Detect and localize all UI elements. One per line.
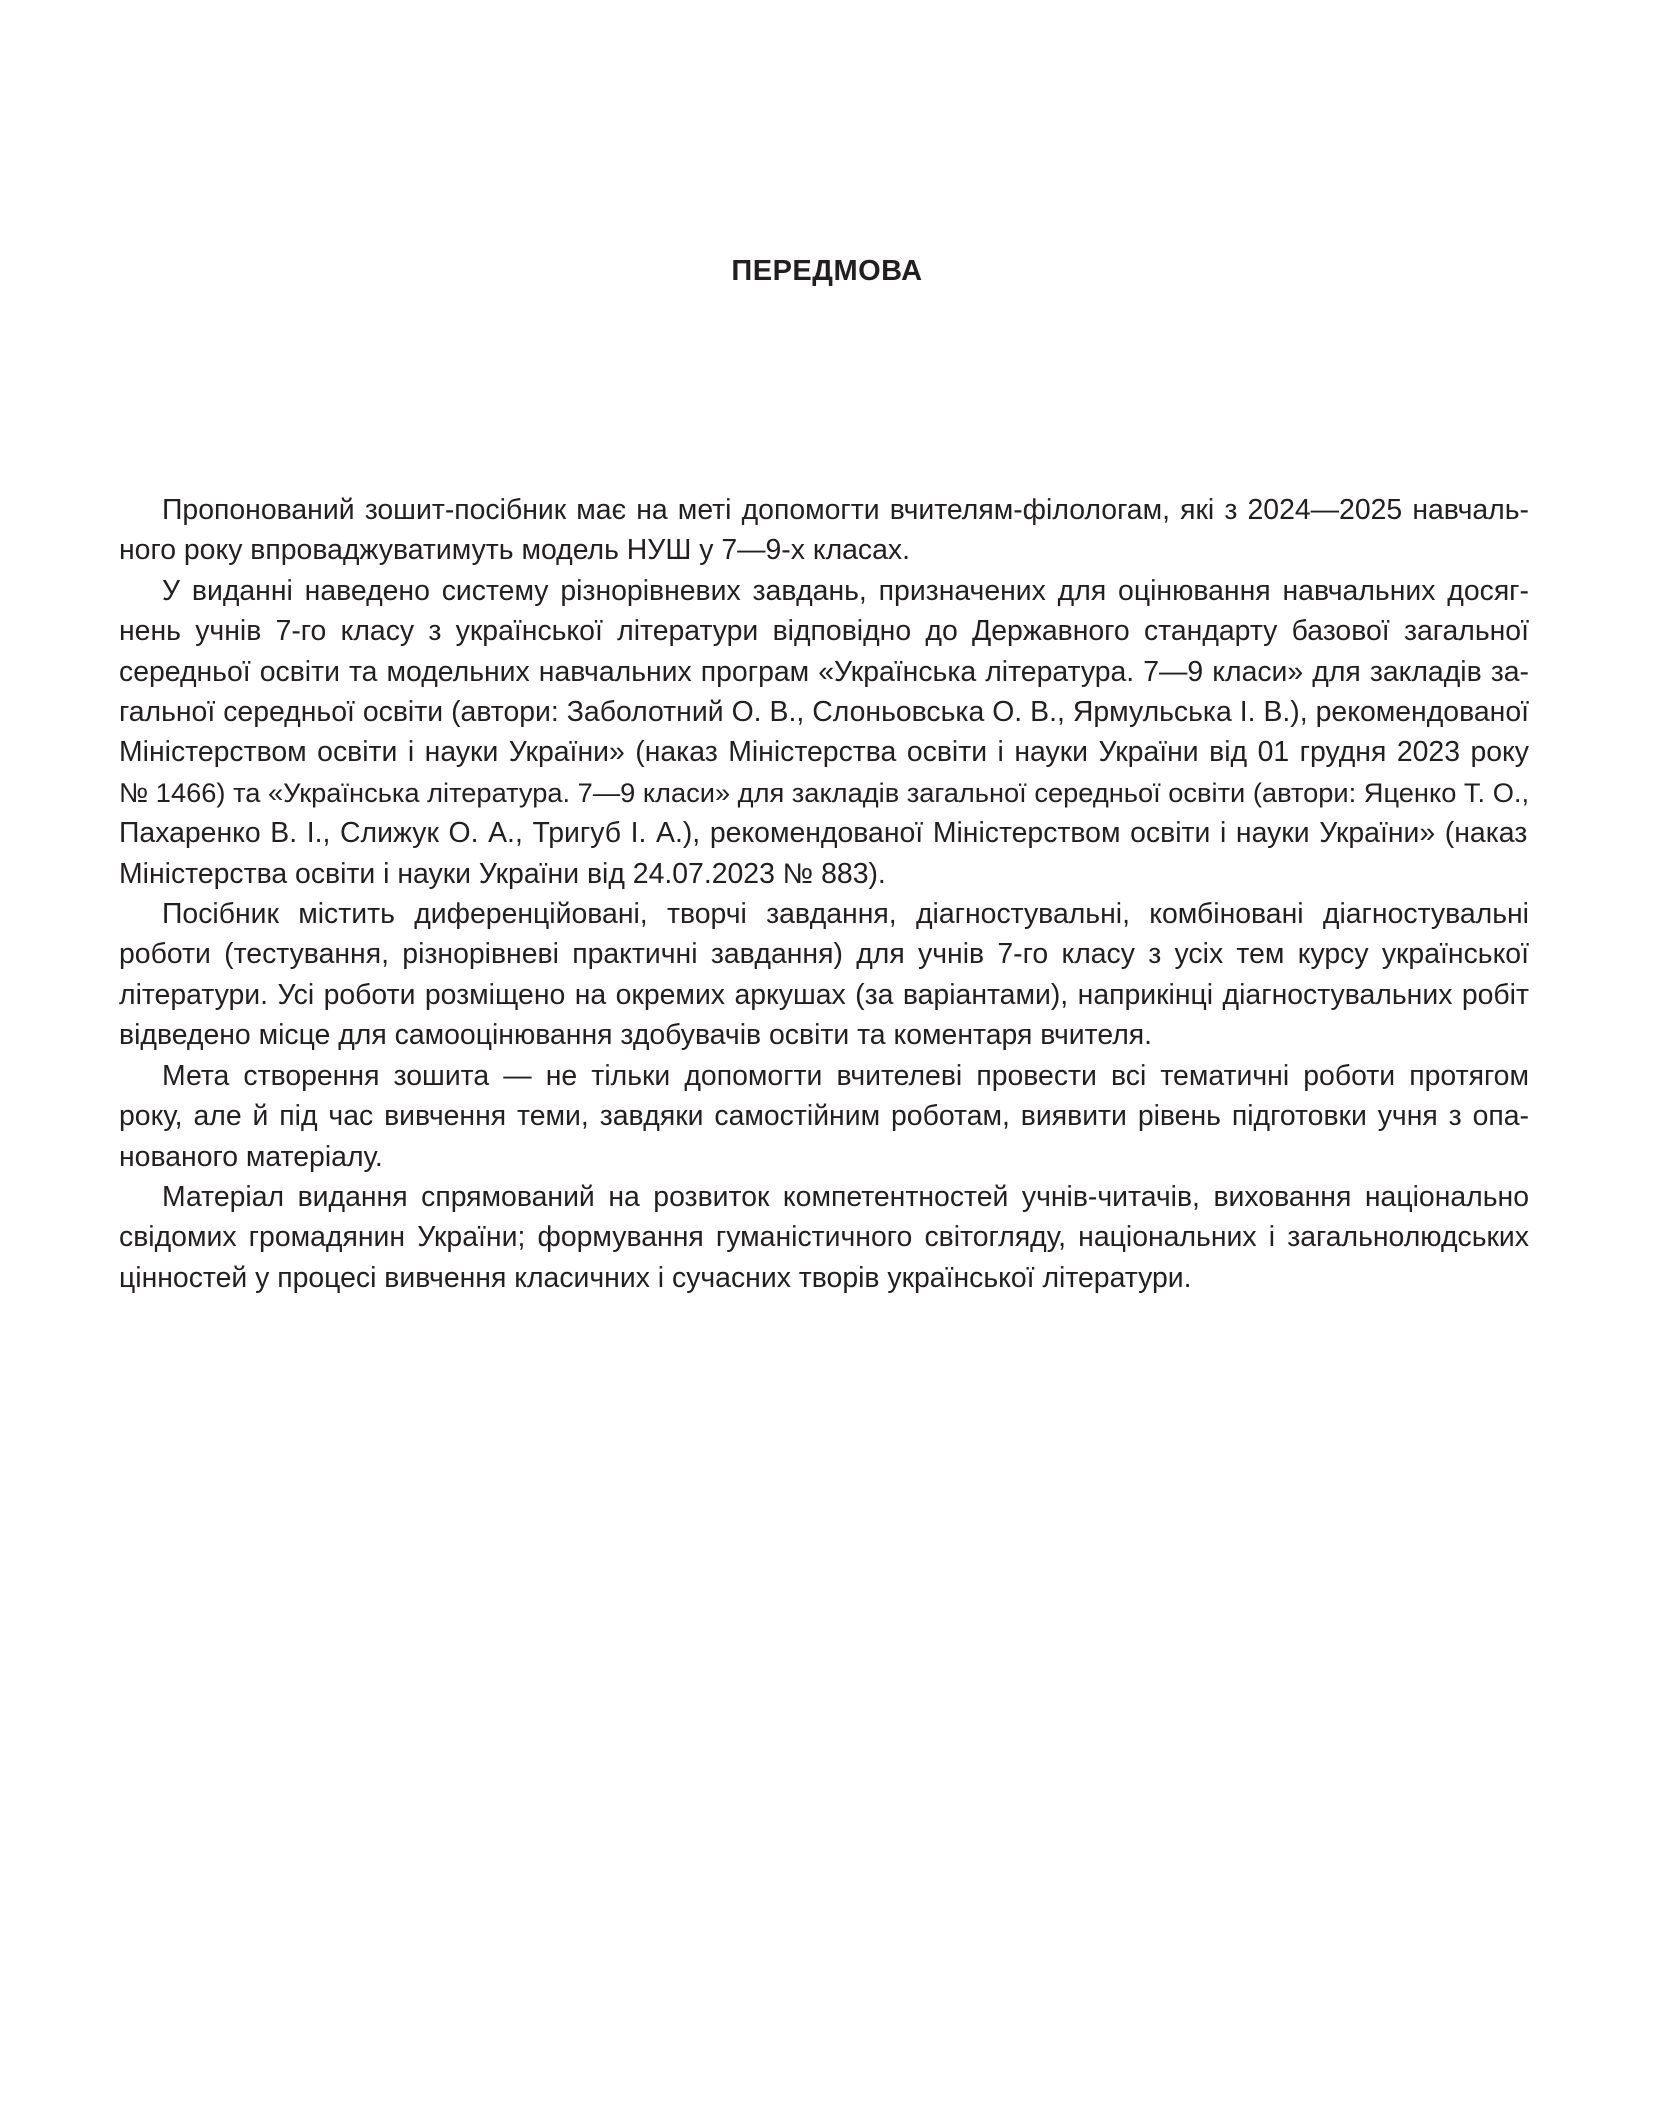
text-line: ного року впроваджуватимуть модель НУШ у 7—9-х класах. — [119, 534, 910, 567]
text-line: У виданні наведено систему різнорівневих завдань, призначених для оцінювання навчальних досяг- — [162, 574, 1529, 607]
paragraph — [119, 1056, 1529, 1177]
preface-body — [119, 490, 1529, 1298]
text-line: гальної середньої освіти (автори: Заболотний О. В., Слоньовська О. В., Ярмульська І. В.), рекомендованої — [119, 696, 1529, 729]
text-line: Матеріал видання спрямований на розвиток компетентностей учнів-читачів, виховання національно — [162, 1180, 1529, 1213]
text-line: нованого матеріалу. — [119, 1140, 383, 1173]
text-line: Міністерства освіти і науки України від 24.07.2023 № 883). — [119, 857, 886, 890]
text-line: Пахаренко В. І., Слижук О. А., Тригуб І. А.), рекомендованої Міністерством освіти і науки України» (наказ — [119, 817, 1528, 850]
paragraph — [119, 1177, 1529, 1298]
text-line: нень учнів 7-го класу з української літератури відповідно до Державного стандарту базової загальної — [119, 615, 1529, 648]
text-line: літератури. Усі роботи розміщено на окремих аркушах (за варіантами), наприкінці діагностувальних робіт — [119, 978, 1529, 1011]
text-line: відведено місце для самооцінювання здобувачів освіти та коментаря вчителя. — [119, 1019, 1153, 1052]
text-line — [119, 490, 1529, 530]
paragraph — [119, 571, 1529, 894]
text-line: Посібник містить диференційовані, творчі завдання, діагностувальні, комбіновані діагностувальні — [162, 898, 1529, 931]
paragraph — [119, 894, 1529, 1056]
text-line: свідомих громадянин України; формування гуманістичного світогляду, національних і загальнолюдських — [119, 1221, 1529, 1254]
text-line: Міністерством освіти і науки України» (наказ Міністерства освіти і науки України від 01 грудня 2023 року — [119, 736, 1529, 769]
text-line: середньої освіти та модельних навчальних програм «Українська література. 7—9 класи» для закладів за- — [119, 655, 1529, 688]
line-text: Пропонований зошит-посібник має на меті допомогти вчителям-філологам, які з 2024—2025 навчаль- — [162, 494, 1529, 526]
page-title: ПЕРЕДМОВА — [731, 255, 923, 287]
text-line: цінностей у процесі вивчення класичних і сучасних творів української літератури. — [119, 1261, 1192, 1294]
text-line: року, але й під час вивчення теми, завдяки самостійним роботам, виявити рівень підготовки учня з опа- — [119, 1100, 1529, 1133]
paragraph — [119, 490, 1529, 571]
text-line: роботи (тестування, різнорівневі практичні завдання) для учнів 7-го класу з усіх тем курсу української — [119, 938, 1529, 971]
text-line: Мета створення зошита — не тільки допомогти вчителеві провести всі тематичні роботи протягом — [162, 1059, 1529, 1092]
text-line: № 1466) та «Українська література. 7—9 класи» для закладів загальної середньої освіти (автори: Яценко Т. О., — [119, 776, 1530, 808]
